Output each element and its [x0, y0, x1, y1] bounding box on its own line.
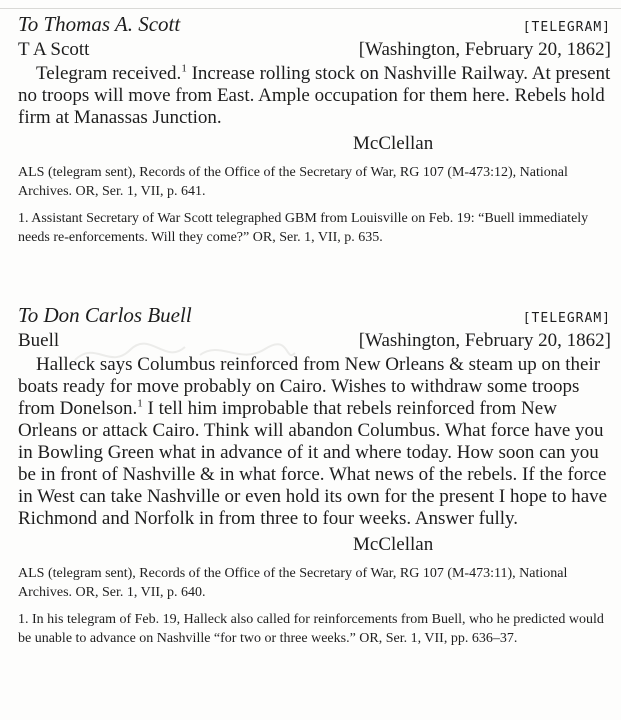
telegram-tag: [TELEGRAM] — [522, 20, 611, 35]
addressee: Buell — [18, 330, 60, 351]
footnote: 1. In his telegram of Feb. 19, Halleck also called for reinforcements from Buell, who he predicted would be unable to advance on Nashville “for two or three weeks.” OR, Ser. 1, VII, pp. 636–37. — [18, 612, 604, 646]
place-date: [Washington, February 20, 1862] — [358, 39, 611, 60]
signature: McClellan — [353, 133, 434, 154]
letter-heading-row — [18, 12, 611, 37]
source-note: ALS (telegram sent), Records of the Office of the Secretary of War, RG 107 (M-473:11), National Archives. OR, Ser. 1, VII, p. 640. — [18, 566, 568, 600]
letter-body — [18, 63, 611, 129]
footnote: 1. Assistant Secretary of War Scott telegraphed GBM from Louisville on Feb. 19: “Buell immediately needs re-enforcements. Will they come?” OR, Ser. 1, VII, p. 635. — [18, 211, 589, 245]
telegram-tag: [TELEGRAM] — [522, 311, 611, 326]
bleed-through-mark — [70, 335, 300, 375]
signature: McClellan — [353, 534, 434, 555]
footnote-marker: 1 — [181, 62, 187, 75]
place-date: [Washington, February 20, 1862] — [358, 330, 611, 351]
address-row — [18, 39, 611, 61]
letter-heading-row — [18, 303, 611, 328]
letter-body — [18, 354, 611, 530]
footnote-marker: 1 — [137, 397, 143, 410]
body-text-end: I tell him improbable that rebels reinforced from New Orleans or attack Cairo. Think will abandon Columbus. What force have you in Bowling Green what in advance of it and where today. How soon can you be in front of Nashville & in what force. What news of the rebels. If the force in West can take Nashville or even hold its own for the present I hope to have Richmond and Norfolk in from three to four weeks. Answer fully. — [18, 398, 608, 529]
body-text-end: Increase rolling stock on Nashville Railway. At present no troops will move from East. Ample occupation for them here. Rebels hold firm at Manassas Junction. — [18, 63, 611, 128]
top-rule — [0, 8, 621, 9]
source-note: ALS (telegram sent), Records of the Office of the Secretary of War, RG 107 (M-473:12), National Archives. OR, Ser. 1, VII, p. 641. — [18, 165, 568, 199]
body-text-start: Telegram received. — [36, 63, 182, 84]
body-text-start: Halleck says Columbus reinforced from New Orleans & steam up on their boats ready for move probably on Cairo. Wishes to withdraw some troops from Donelson. — [18, 354, 601, 419]
letter-heading: To Thomas A. Scott — [18, 12, 181, 36]
addressee: T A Scott — [18, 39, 90, 60]
letter-heading: To Don Carlos Buell — [18, 303, 192, 327]
letter-scott — [18, 12, 611, 247]
